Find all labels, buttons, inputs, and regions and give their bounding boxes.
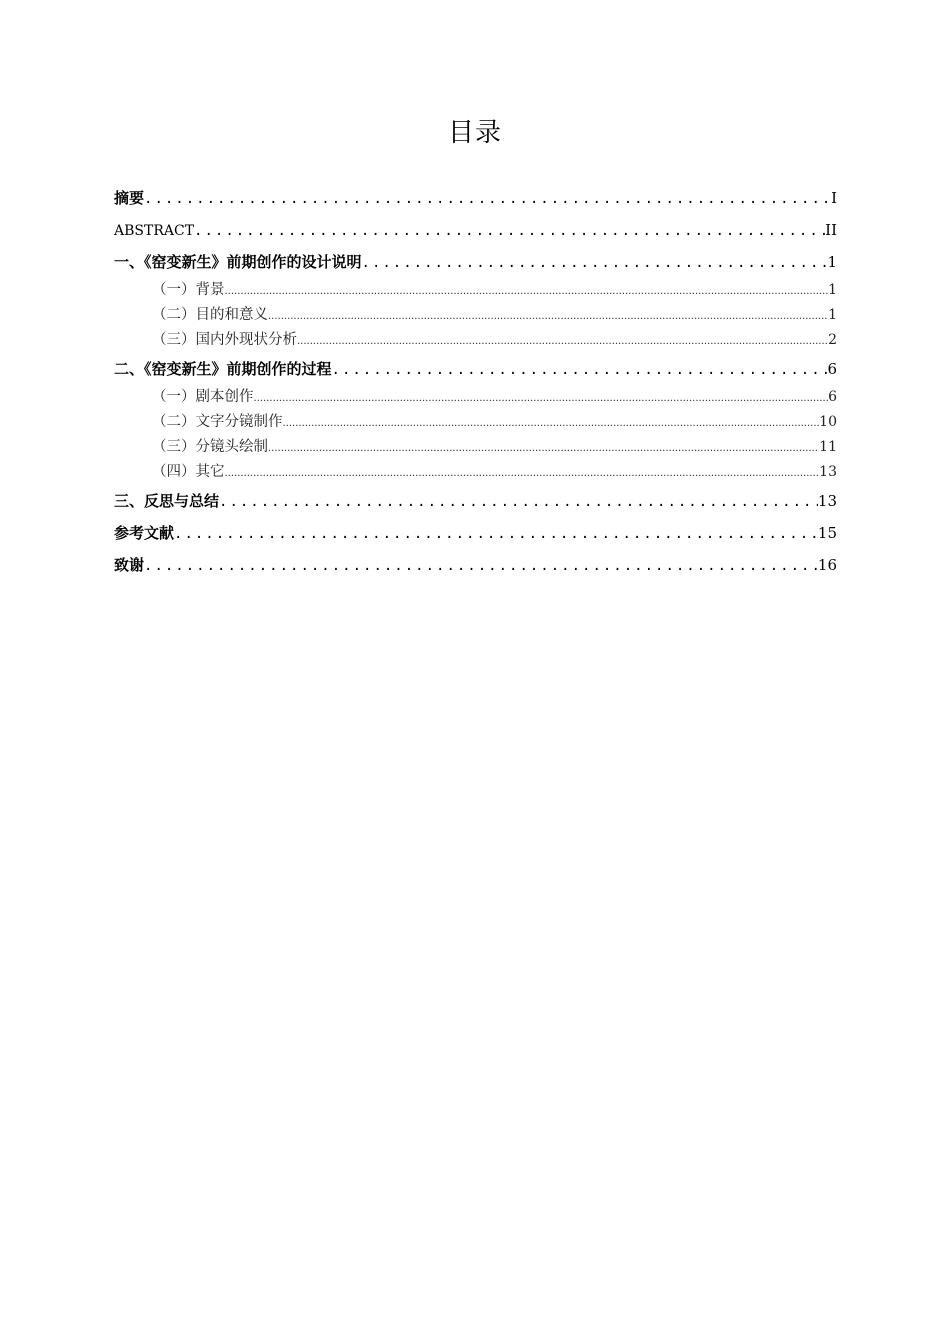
toc-entry-section-2-2[interactable] bbox=[114, 410, 837, 435]
toc-entry-label: 三、反思与总结 bbox=[114, 492, 220, 510]
dot-leader bbox=[225, 279, 829, 304]
toc-entry-page: 13 bbox=[819, 464, 837, 480]
dot-leader bbox=[268, 436, 819, 461]
dot-leader bbox=[362, 247, 828, 279]
toc-entry-page: II bbox=[825, 221, 837, 239]
dot-leader bbox=[174, 518, 818, 550]
dot-leader bbox=[219, 486, 818, 518]
toc-entry-label: 参考文献 bbox=[114, 524, 175, 542]
toc-entry-abstract-en[interactable] bbox=[114, 214, 837, 246]
toc-entry-label: （一）背景 bbox=[152, 282, 225, 298]
toc-entry-section-2-4[interactable] bbox=[114, 460, 837, 485]
toc-entry-section-3[interactable] bbox=[114, 485, 837, 517]
toc-entry-abstract-cn[interactable] bbox=[114, 182, 837, 214]
toc-entry-page: 2 bbox=[828, 332, 837, 348]
dot-leader bbox=[225, 461, 820, 486]
toc-entry-page: 6 bbox=[828, 389, 837, 405]
toc-entry-section-1-3[interactable] bbox=[114, 328, 837, 353]
toc-entry-page: 6 bbox=[827, 360, 837, 378]
dot-leader bbox=[254, 386, 829, 411]
toc-entry-label: （四）其它 bbox=[152, 464, 225, 480]
dot-leader bbox=[144, 550, 818, 582]
dot-leader bbox=[144, 183, 831, 215]
toc-entry-acknowledgements[interactable] bbox=[114, 549, 837, 581]
toc-entry-section-2[interactable] bbox=[114, 353, 837, 385]
dot-leader bbox=[194, 215, 825, 247]
toc-entry-references[interactable] bbox=[114, 517, 837, 549]
toc-entry-label: （三）分镜头绘制 bbox=[152, 439, 268, 455]
toc-entry-page: 1 bbox=[828, 307, 837, 323]
toc-entry-section-1[interactable] bbox=[114, 246, 837, 278]
toc-entry-section-2-3[interactable] bbox=[114, 435, 837, 460]
dot-leader bbox=[283, 411, 820, 436]
toc-entry-label: （一）剧本创作 bbox=[152, 389, 254, 405]
dot-leader bbox=[297, 329, 828, 354]
toc-entry-label: 一、《窑变新生》前期创作的设计说明 bbox=[114, 253, 362, 271]
toc-entry-label: （二）目的和意义 bbox=[152, 307, 268, 323]
toc-entry-page: 13 bbox=[817, 492, 837, 510]
toc-entry-page: 15 bbox=[817, 524, 837, 542]
toc-entry-label: ABSTRACT bbox=[114, 223, 195, 239]
toc-entry-section-1-2[interactable] bbox=[114, 303, 837, 328]
toc-entry-page: 10 bbox=[819, 414, 837, 430]
toc-entry-label: （二）文字分镜制作 bbox=[152, 414, 283, 430]
toc-entry-page: I bbox=[831, 189, 837, 207]
toc-entry-page: 1 bbox=[828, 282, 837, 298]
toc-entry-page: 11 bbox=[819, 439, 837, 455]
toc-entry-label: 二、《窑变新生》前期创作的过程 bbox=[114, 360, 332, 378]
toc-entry-section-2-1[interactable] bbox=[114, 385, 837, 410]
toc-entry-section-1-1[interactable] bbox=[114, 278, 837, 303]
toc-entry-label: （三）国内外现状分析 bbox=[152, 332, 297, 348]
dot-leader bbox=[268, 304, 828, 329]
toc-title: 目录 bbox=[447, 118, 502, 148]
toc-entry-page: 16 bbox=[817, 556, 837, 574]
toc-entry-page: 1 bbox=[827, 253, 837, 271]
toc-list bbox=[114, 182, 837, 581]
toc-entry-label: 摘要 bbox=[114, 189, 145, 207]
toc-entry-label: 致谢 bbox=[114, 556, 145, 574]
dot-leader bbox=[332, 354, 828, 386]
